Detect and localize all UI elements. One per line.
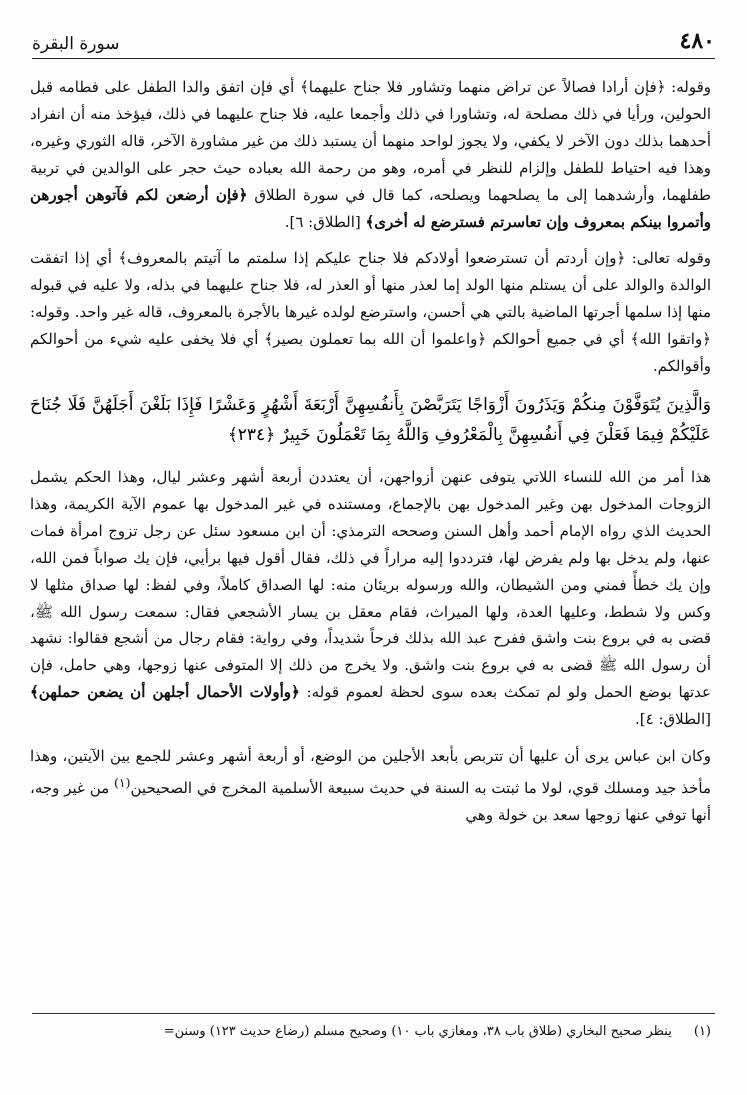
paragraph-4: وكان ابن عباس يرى أن عليها أن تتربص بأبعد الأجلين من الوضع، أو أربعة أشهر وعشر للجمع بين الآيتين، وهذا مأخذ جيد ومسلك قوي، لولا ما ثبتت به السنة في حديث سبيعة الأسلمية المخرج في الصحيحين$^{(١)}$ من غير وجه، أنها توفي عنها زوجها سعد بن خولة وهي xyxy=(30,747,711,824)
footnote-text: ينظر صحيح البخاري (طلاق باب ٣٨، ومغازي باب ١٠) وصحيح مسلم (رضاع حديث ١٢٣) وسنن= xyxy=(163,1024,672,1039)
footnote-number: (١) xyxy=(693,1024,711,1039)
citation-ref: [الطلاق: ٦]. xyxy=(284,212,361,231)
paragraph-2: وقوله تعالى: ﴿وإن أردتم أن تسترضعوا أولادكم فلا جناح عليكم إذا سلمتم ما آتيتم بالمعروف﴾ أي إذا اتفقت الوالدة والوالد على أن يستلم منها الولد إما لعذر منها أو العذر له، فلا جناح عليهما في بذله، ولا عليه في قبوله منها إذا سلمها أجرتها الماضية بالتي هي أحسن، واسترضع لولده غيرها بالأجرة بالمعروف، قاله غير واحد. وقوله: ﴿واتقوا الله﴾ أي في جميع أحوالكم ﴿واعلموا أن الله بما تعملون بصير﴾ أي فلا يخفى عليه شيء من أحوالكم وأقوالكم. xyxy=(30,249,711,376)
citation-ref: [الطلاق: ٤]. xyxy=(635,710,711,729)
paragraph-1: وقوله: ﴿فإن أرادا فصالاً عن تراض منهما وتشاور فلا جناح عليهما﴾ أي فإن اتفق والدا الطفل على فطامه قبل الحولين، ورأيا في ذلك مصلحة له، وتشاورا في ذلك وأجمعا عليه، فلا جناح عليهما في ذلك، فيؤخذ منه أن انفراد أحدهما بذلك دون الآخر لا يكفي، ولا يجوز لواحد منهما أن يستبد ذلك من غير مشاورة الآخر، قاله الثوري وغيره، وهذا فيه احتياط للطفل وإلزام للنظر في أمره، وهو من رحمة الله بعباده حيث حجر على الوالدين في تربية طفلهما، وأرشدهما إلى ما يصلحهما ويصلحه، كما قال في سورة الطلاق ﴿فإن أرضعن لكم فآتوهن أجورهن وأتمروا بينكم بمعروف وإن تعاسرتم فسترضع له أخرى﴾ [الطلاق: ٦]. xyxy=(30,78,711,231)
page-number: ٤٨٠ xyxy=(679,28,715,54)
main-text xyxy=(30,74,711,839)
quran-verse-234: وَالَّذِينَ يُتَوَفَّوْنَ مِنكُمْ وَيَذَرُونَ أَزْوَاجًا يَتَرَبَّصْنَ بِأَنفُسِهِنَّ أَرْبَعَةَ أَشْهُرٍ وَعَشْرًا فَإِذَا بَلَغْنَ أَجَلَهُنَّ فَلَا جُنَاحَ عَلَيْكُمْ فِيمَا فَعَلْنَ فِي أَنفُسِهِنَّ بِالْمَعْرُوفِ وَاللَّهُ بِمَا تَعْمَلُونَ خَبِيرٌ ﴿٢٣٤﴾ xyxy=(30,394,711,445)
footnote xyxy=(30,1024,711,1039)
quran-citation-talaq-6: ﴿فإن أرضعن لكم فآتوهن أجورهن وأتمروا بينكم بمعروف وإن تعاسرتم فسترضع له أخرى﴾ xyxy=(30,185,711,231)
footnote-divider xyxy=(32,1013,715,1014)
quran-citation-talaq-4: ﴿وأولات الأحمال أجلهن أن يضعن حملهن﴾ xyxy=(30,683,300,702)
footnote-marker-ref: (١) xyxy=(114,774,131,790)
surah-title: سورة البقرة xyxy=(32,34,120,54)
paragraph-3: هذا أمر من الله للنساء اللاتي يتوفى عنهن أزواجهن، أن يعتددن أربعة أشهر وعشر ليال، وهذا الحكم يشمل الزوجات المدخول بهن وغير المدخول بهن بالإجماع، ومستنده في غير المدخول بها عموم الآية الكريمة، وهذا الحديث الذي رواه الإمام أحمد وأهل السنن وصححه الترمذي: أن ابن مسعود سئل عن رجل تزوج امرأة فمات عنها، ولم يدخل بها ولم يفرض لها، فترددوا إليه مراراً في ذلك، فقال أقول فيها برأيي، فإن يك صواباً فمن الله، وإن يك خطأً فمني ومن الشيطان، والله ورسوله بريئان منه: لها الصداق كاملاً، وفي لفظ: لها صداق مثلها لا وكس ولا شطط، وعليها العدة، ولها الميراث، فقام معقل بن يسار الأشجعي فقال: سمعت رسول الله ﷺ، قضى به في بروع بنت واشق ففرح عبد الله بذلك فرحاً شديداً، وفي رواية: فقام رجال من أشجع فقالوا: نشهد أن رسول الله ﷺ قضى به في بروع بنت واشق. ولا يخرج من ذلك إلا المتوفى عنها زوجها، وهي حامل، فإن عدتها بوضع الحمل ولو لم تمكث بعده سوى لحظة لعموم قوله: ﴿وأولات الأحمال أجلهن أن يضعن حملهن﴾ [الطلاق: ٤]. xyxy=(30,467,711,729)
page-header xyxy=(32,20,715,59)
